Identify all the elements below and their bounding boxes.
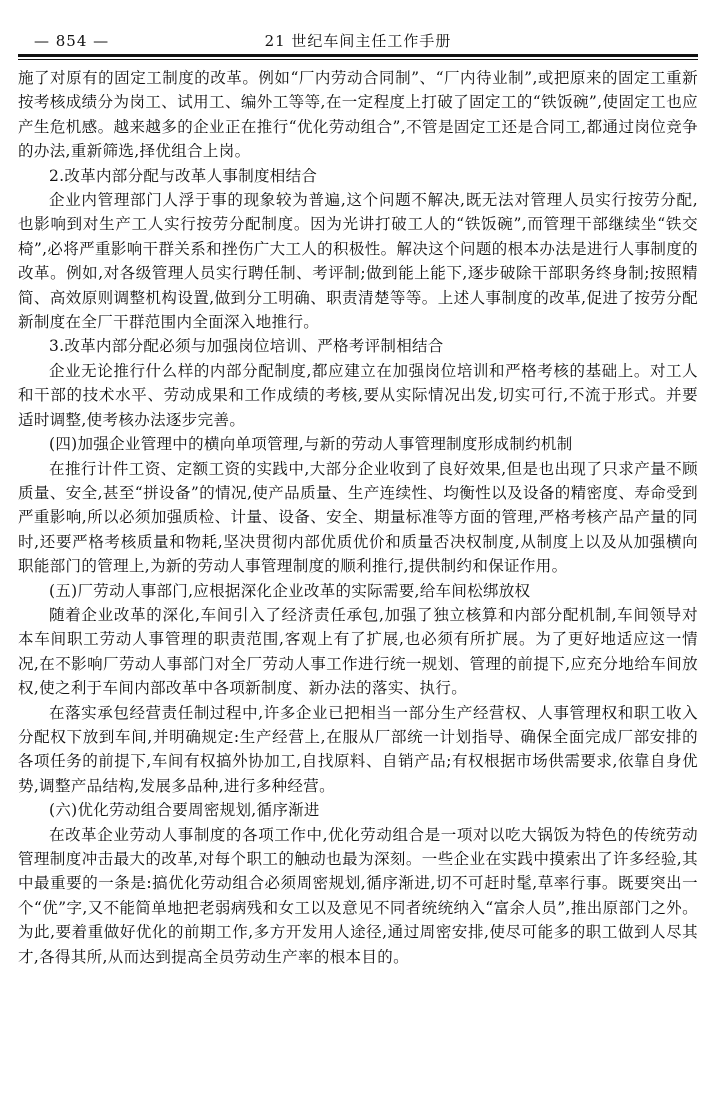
section-heading-3: 3.改革内部分配必须与加强岗位培训、严格考评制相结合 xyxy=(49,337,444,356)
paragraph: 在改革企业劳动人事制度的各项工作中,优化劳动组合是一项对以吃大锅饭为特色的传统劳动管理制度冲击最大的改革,对每个职工的触动也最为深刻。一些企业在实践中摸索出了许多经验,其中最重要的一条是:搞优化劳动组合必须周密规划,循序渐进,切不可赶时髦,草率行事。既要突出一个“优”字,又不能简单地把老弱病残和女工以及意见不同者统统纳入“富余人员”,推出原部门之外。为此,要着重做好优化的前期工作,多方开发用人途径,通过周密安排,使尽可能多的职工做到人尽其才,各得其所,从而达到提高全员劳动生产率的根本目的。 xyxy=(18,825,698,966)
paragraph-continuation: 施了对原有的固定工制度的改革。例如“厂内劳动合同制”、“厂内待业制”,或把原来的固定工重新按考核成绩分为岗工、试用工、编外工等等,在一定程度上打破了固定工的“铁饭碗”,使固定工也应产生危机感。越来越多的企业正在推行“优化劳动组合”,不管是固定工还是合同工,都通过岗位竞争的办法,重新筛选,择优组合上岗。 xyxy=(18,69,698,161)
page-number: — 854 — xyxy=(34,32,110,50)
paragraph: 企业无论推行什么样的内部分配制度,都应建立在加强岗位培训和严格考核的基础上。对工人和干部的技术水平、劳动成果和工作成绩的考核,要从实际情况出发,切实可行,不流于形式。并要适时调整,使考核办法逐步完善。 xyxy=(18,361,698,429)
paragraph: 在推行计件工资、定额工资的实践中,大部分企业收到了良好效果,但是也出现了只求产量不顾质量、安全,甚至“拼设备”的情况,使产品质量、生产连续性、均衡性以及设备的精密度、寿命受到严重影响,所以必须加强质检、计量、设备、安全、期量标准等方面的管理,严格考核产品产量的同时,还要严格考核质量和物耗,坚决贯彻内部优质优价和质量否决权制度,从制度上以及从加强横向职能部门的管理上,为新的劳动人事管理制度的顺利推行,提供制约和保证作用。 xyxy=(18,459,698,576)
section-heading-5: (五)厂劳动人事部门,应根据深化企业改革的实际需要,给车间松绑放权 xyxy=(49,581,531,600)
section-heading-4: (四)加强企业管理中的横向单项管理,与新的劳动人事管理制度形成制约机制 xyxy=(49,435,573,454)
page-body xyxy=(18,66,698,969)
paragraph: 企业内管理部门人浮于事的现象较为普遍,这个问题不解决,既无法对管理人员实行按劳分配,也影响到对生产工人实行按劳分配制度。因为光讲打破工人的“铁饭碗”,而管理干部继续坐“铁交椅”,必将严重影响干群关系和挫伤广大工人的积极性。解决这个问题的根本办法是进行人事制度的改革。例如,对各级管理人员实行聘任制、考评制;做到能上能下,逐步破除干部职务终身制;按照精简、高效原则调整机构设置,做到分工明确、职责清楚等等。上述人事制度的改革,促进了按劳分配新制度在全厂干群范围内全面深入地推行。 xyxy=(18,191,698,332)
header-rule xyxy=(18,54,698,60)
section-heading-6: (六)优化劳动组合要周密规划,循序渐进 xyxy=(49,801,320,820)
running-title: 21 世纪车间主任工作手册 xyxy=(264,32,452,50)
paragraph: 随着企业改革的深化,车间引入了经济责任承包,加强了独立核算和内部分配机制,车间领导对本车间职工劳动人事管理的职责范围,客观上有了扩展,也必须有所扩展。为了更好地适应这一情况,在不影响厂劳动人事部门对全厂劳动人事工作进行统一规划、管理的前提下,应充分地给车间放权,使之利于车间内部改革中各项新制度、新办法的落实、执行。 xyxy=(18,605,698,698)
page-header xyxy=(18,30,698,52)
section-heading-2: 2.改革内部分配与改革人事制度相结合 xyxy=(49,166,318,185)
paragraph: 在落实承包经营责任制过程中,许多企业已把相当一部分生产经营权、人事管理权和职工收入分配权下放到车间,并明确规定:生产经营上,在服从厂部统一计划指导、确保全面完成厂部安排的各项任务的前提下,车间有权搞外协加工,自找原料、自销产品;有权根据市场供需要求,依靠自身优势,调整产品结构,发展多品种,进行多种经营。 xyxy=(18,703,698,795)
